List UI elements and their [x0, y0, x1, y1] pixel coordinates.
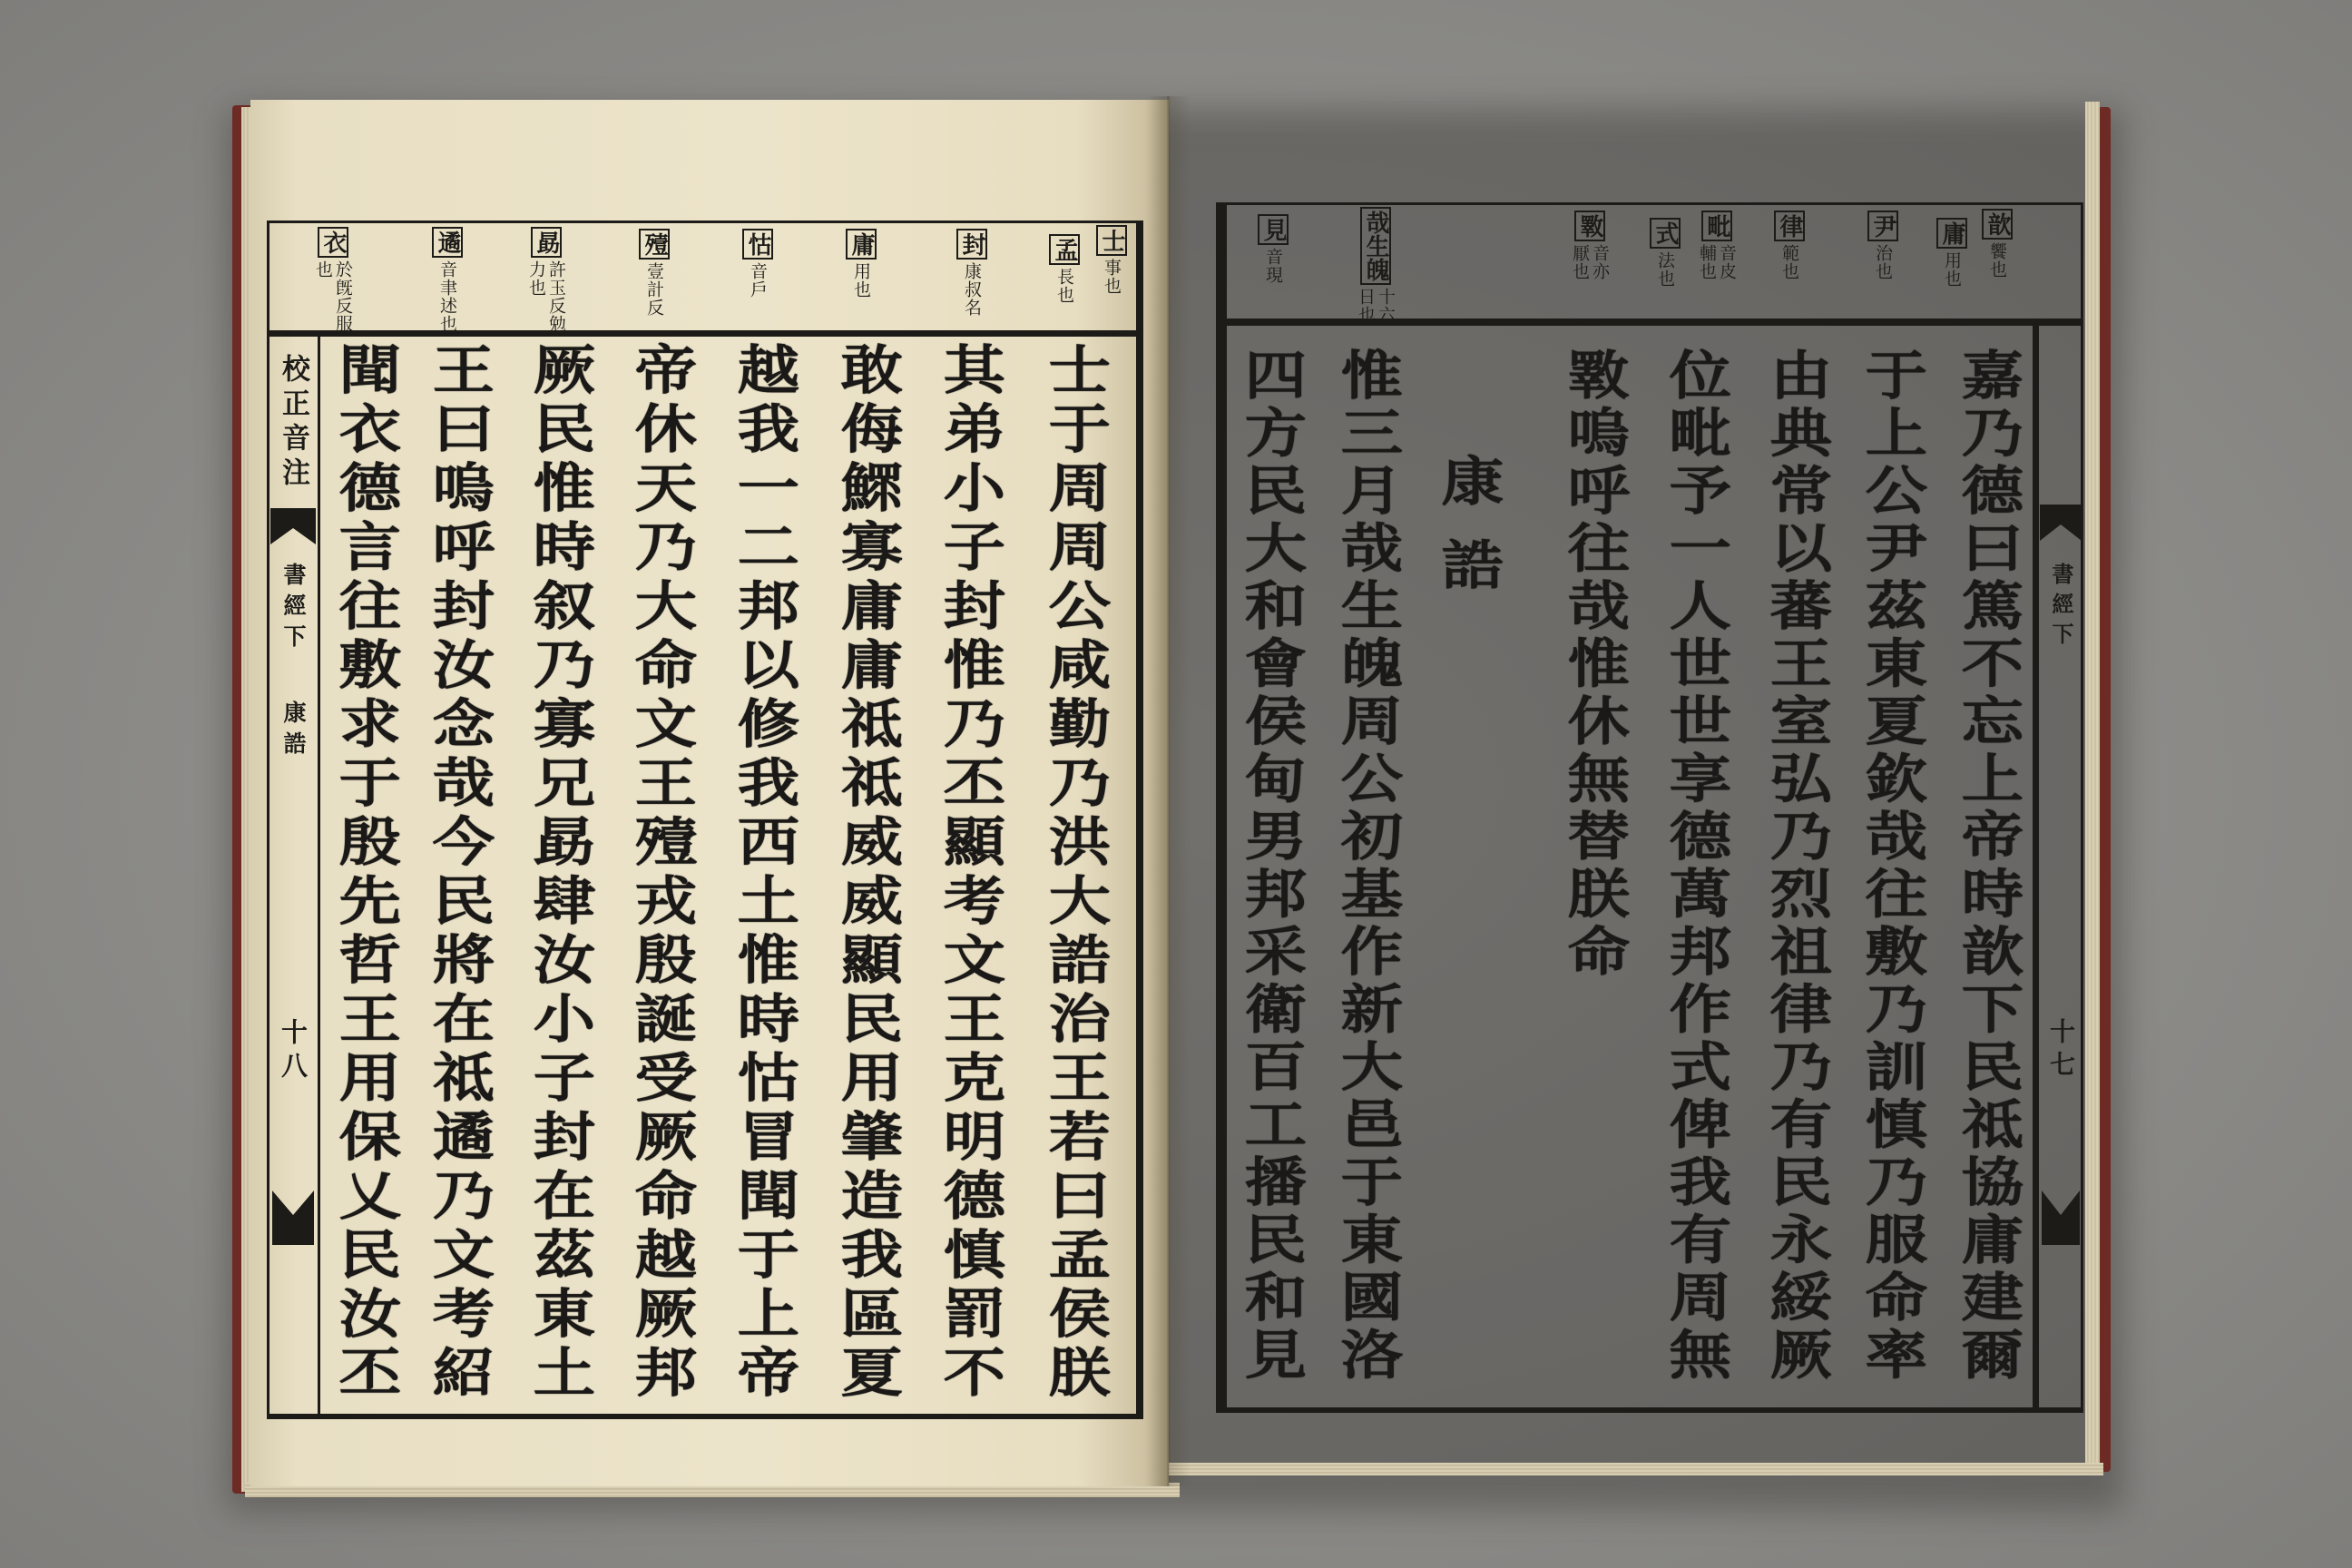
- book-title: 校正音注: [277, 354, 309, 492]
- header-note: [639, 229, 670, 317]
- note-gloss: 十六: [1376, 288, 1396, 324]
- text-column: 敢侮鰥寡庸庸祗祗威威顯民用肇造我區夏: [829, 342, 904, 1404]
- note-term: 怙: [742, 229, 773, 260]
- note-gloss: 音聿述也: [437, 260, 457, 333]
- header-note: [1650, 218, 1681, 288]
- text-column: 厥民惟時叙乃寡兄勗肆汝小子封在茲東土: [522, 342, 596, 1404]
- note-gloss: 輔也: [1697, 244, 1717, 280]
- note-gloss-group: [1697, 244, 1737, 280]
- note-gloss-group: [962, 262, 982, 317]
- header-note: [956, 229, 987, 317]
- note-gloss: 厭也: [1570, 244, 1590, 280]
- header-note: [1258, 214, 1289, 284]
- header-note: [1049, 234, 1080, 304]
- text-column: 位毗予一人世世享德萬邦作式俾我有周無: [1658, 348, 1732, 1385]
- note-gloss: 力也: [526, 260, 546, 297]
- chapter-label: 康誥: [280, 701, 307, 762]
- note-term: 勗: [531, 227, 562, 258]
- right-cover-edge: [2098, 107, 2111, 1472]
- note-gloss-group: [1263, 248, 1283, 284]
- note-gloss-group: [851, 262, 871, 299]
- page-number: 十八: [278, 1018, 309, 1085]
- note-term: 孟: [1049, 234, 1080, 265]
- note-gloss: 用也: [1942, 251, 1962, 288]
- note-gloss: 許玉反勉: [546, 260, 566, 333]
- note-gloss: 也: [313, 260, 333, 279]
- text-column: 王曰嗚呼封汝念哉今民將在祗遹乃文考紹: [421, 342, 495, 1404]
- note-term: 庸: [846, 229, 877, 260]
- note-gloss-group: [1942, 251, 1962, 288]
- note-gloss-group: [1987, 242, 2007, 279]
- note-term: 歆: [1982, 209, 2013, 240]
- note-term: 斁: [1574, 211, 1605, 241]
- note-gloss: 範也: [1779, 244, 1799, 280]
- note-term: 殪: [639, 229, 670, 260]
- right-bottom-stack: [1169, 1463, 2103, 1475]
- note-gloss-group: [644, 262, 664, 317]
- volume-label: 書經下: [2048, 563, 2074, 652]
- note-term: 衣: [318, 227, 348, 258]
- header-note: [742, 229, 773, 299]
- note-gloss-group: [1570, 244, 1610, 280]
- note-gloss: 長也: [1054, 268, 1074, 304]
- note-term: 式: [1650, 218, 1681, 249]
- left-header-divider: [267, 330, 1143, 337]
- note-gloss-group: [313, 260, 353, 333]
- text-column: 聞衣德言往敷求于殷先哲王用保乂民汝丕: [328, 342, 402, 1404]
- note-gloss: 康叔名: [962, 262, 982, 317]
- right-header-divider: [1216, 318, 2083, 326]
- note-gloss-group: [1655, 251, 1675, 288]
- note-term: 律: [1774, 211, 1805, 241]
- header-note: [1356, 207, 1396, 324]
- note-term: 遹: [432, 227, 463, 258]
- note-gloss: 事也: [1102, 259, 1122, 295]
- spine-gutter: [1145, 96, 1191, 1486]
- text-column: 由典常以蕃王室弘乃烈祖律乃有民永綏厥: [1759, 348, 1833, 1385]
- note-gloss: 法也: [1655, 251, 1675, 288]
- note-term: 士: [1096, 225, 1127, 256]
- note-gloss: 饗也: [1987, 242, 2007, 279]
- chapter-title: 康誥: [1430, 454, 1504, 621]
- header-note: [1096, 225, 1127, 295]
- note-gloss-group: [1356, 288, 1396, 324]
- note-gloss: 日也: [1356, 288, 1376, 324]
- note-gloss: 用也: [851, 262, 871, 299]
- note-term: 庸: [1936, 218, 1967, 249]
- header-note: [1982, 209, 2013, 279]
- note-gloss-group: [1054, 268, 1074, 304]
- note-gloss: 音亦: [1590, 244, 1610, 280]
- text-column: 其弟小子封惟乃丕顯考文王克明德慎罰不: [932, 342, 1006, 1404]
- note-term: 毗: [1701, 211, 1732, 241]
- text-column: 斁嗚呼往哉惟休無替朕命: [1556, 348, 1631, 982]
- header-note: [1774, 211, 1805, 280]
- header-note: [846, 229, 877, 299]
- note-gloss: 音現: [1263, 248, 1283, 284]
- note-gloss-group: [1102, 259, 1122, 295]
- header-note: [1936, 218, 1967, 288]
- header-note: [313, 227, 353, 333]
- note-gloss: 治也: [1873, 244, 1893, 280]
- note-gloss-group: [1779, 244, 1799, 280]
- header-note: [1570, 211, 1610, 280]
- header-note: [1867, 211, 1898, 280]
- page-number: 十七: [2046, 1018, 2076, 1083]
- volume-label: 書經下: [280, 563, 307, 655]
- header-note: [1697, 211, 1737, 280]
- note-gloss-group: [748, 262, 768, 299]
- note-gloss-group: [437, 260, 457, 333]
- text-column: 嘉乃德曰篤不忘上帝時歆下民祗協庸建爾: [1950, 348, 2024, 1385]
- note-term: 封: [956, 229, 987, 260]
- note-gloss: 壹計反: [644, 262, 664, 317]
- text-column: 于上公尹茲東夏欽哉往敷乃訓慎乃服命率: [1854, 348, 1928, 1385]
- right-page-stack: [2085, 102, 2100, 1470]
- header-note: [432, 227, 463, 333]
- note-term: 尹: [1867, 211, 1898, 241]
- note-gloss-group: [526, 260, 566, 333]
- text-column: 士于周周公咸勤乃洪大誥治王若曰孟侯朕: [1037, 342, 1112, 1404]
- text-column: 惟三月哉生魄周公初基作新大邑于東國洛: [1329, 348, 1404, 1385]
- text-column: 四方民大和會侯甸男邦采衛百工播民和見: [1233, 348, 1308, 1385]
- text-column: 越我一二邦以修我西土惟時怙冒聞于上帝: [726, 342, 800, 1404]
- note-gloss: 音戶: [748, 262, 768, 299]
- text-column: 帝休天乃大命文王殪戎殷誕受厥命越厥邦: [623, 342, 698, 1404]
- note-term: 見: [1258, 214, 1289, 245]
- note-term: 哉生魄: [1360, 207, 1391, 285]
- note-gloss: 音皮: [1717, 244, 1737, 280]
- note-gloss: 於旣反服: [333, 260, 353, 333]
- note-gloss-group: [1873, 244, 1893, 280]
- header-note: [526, 227, 566, 333]
